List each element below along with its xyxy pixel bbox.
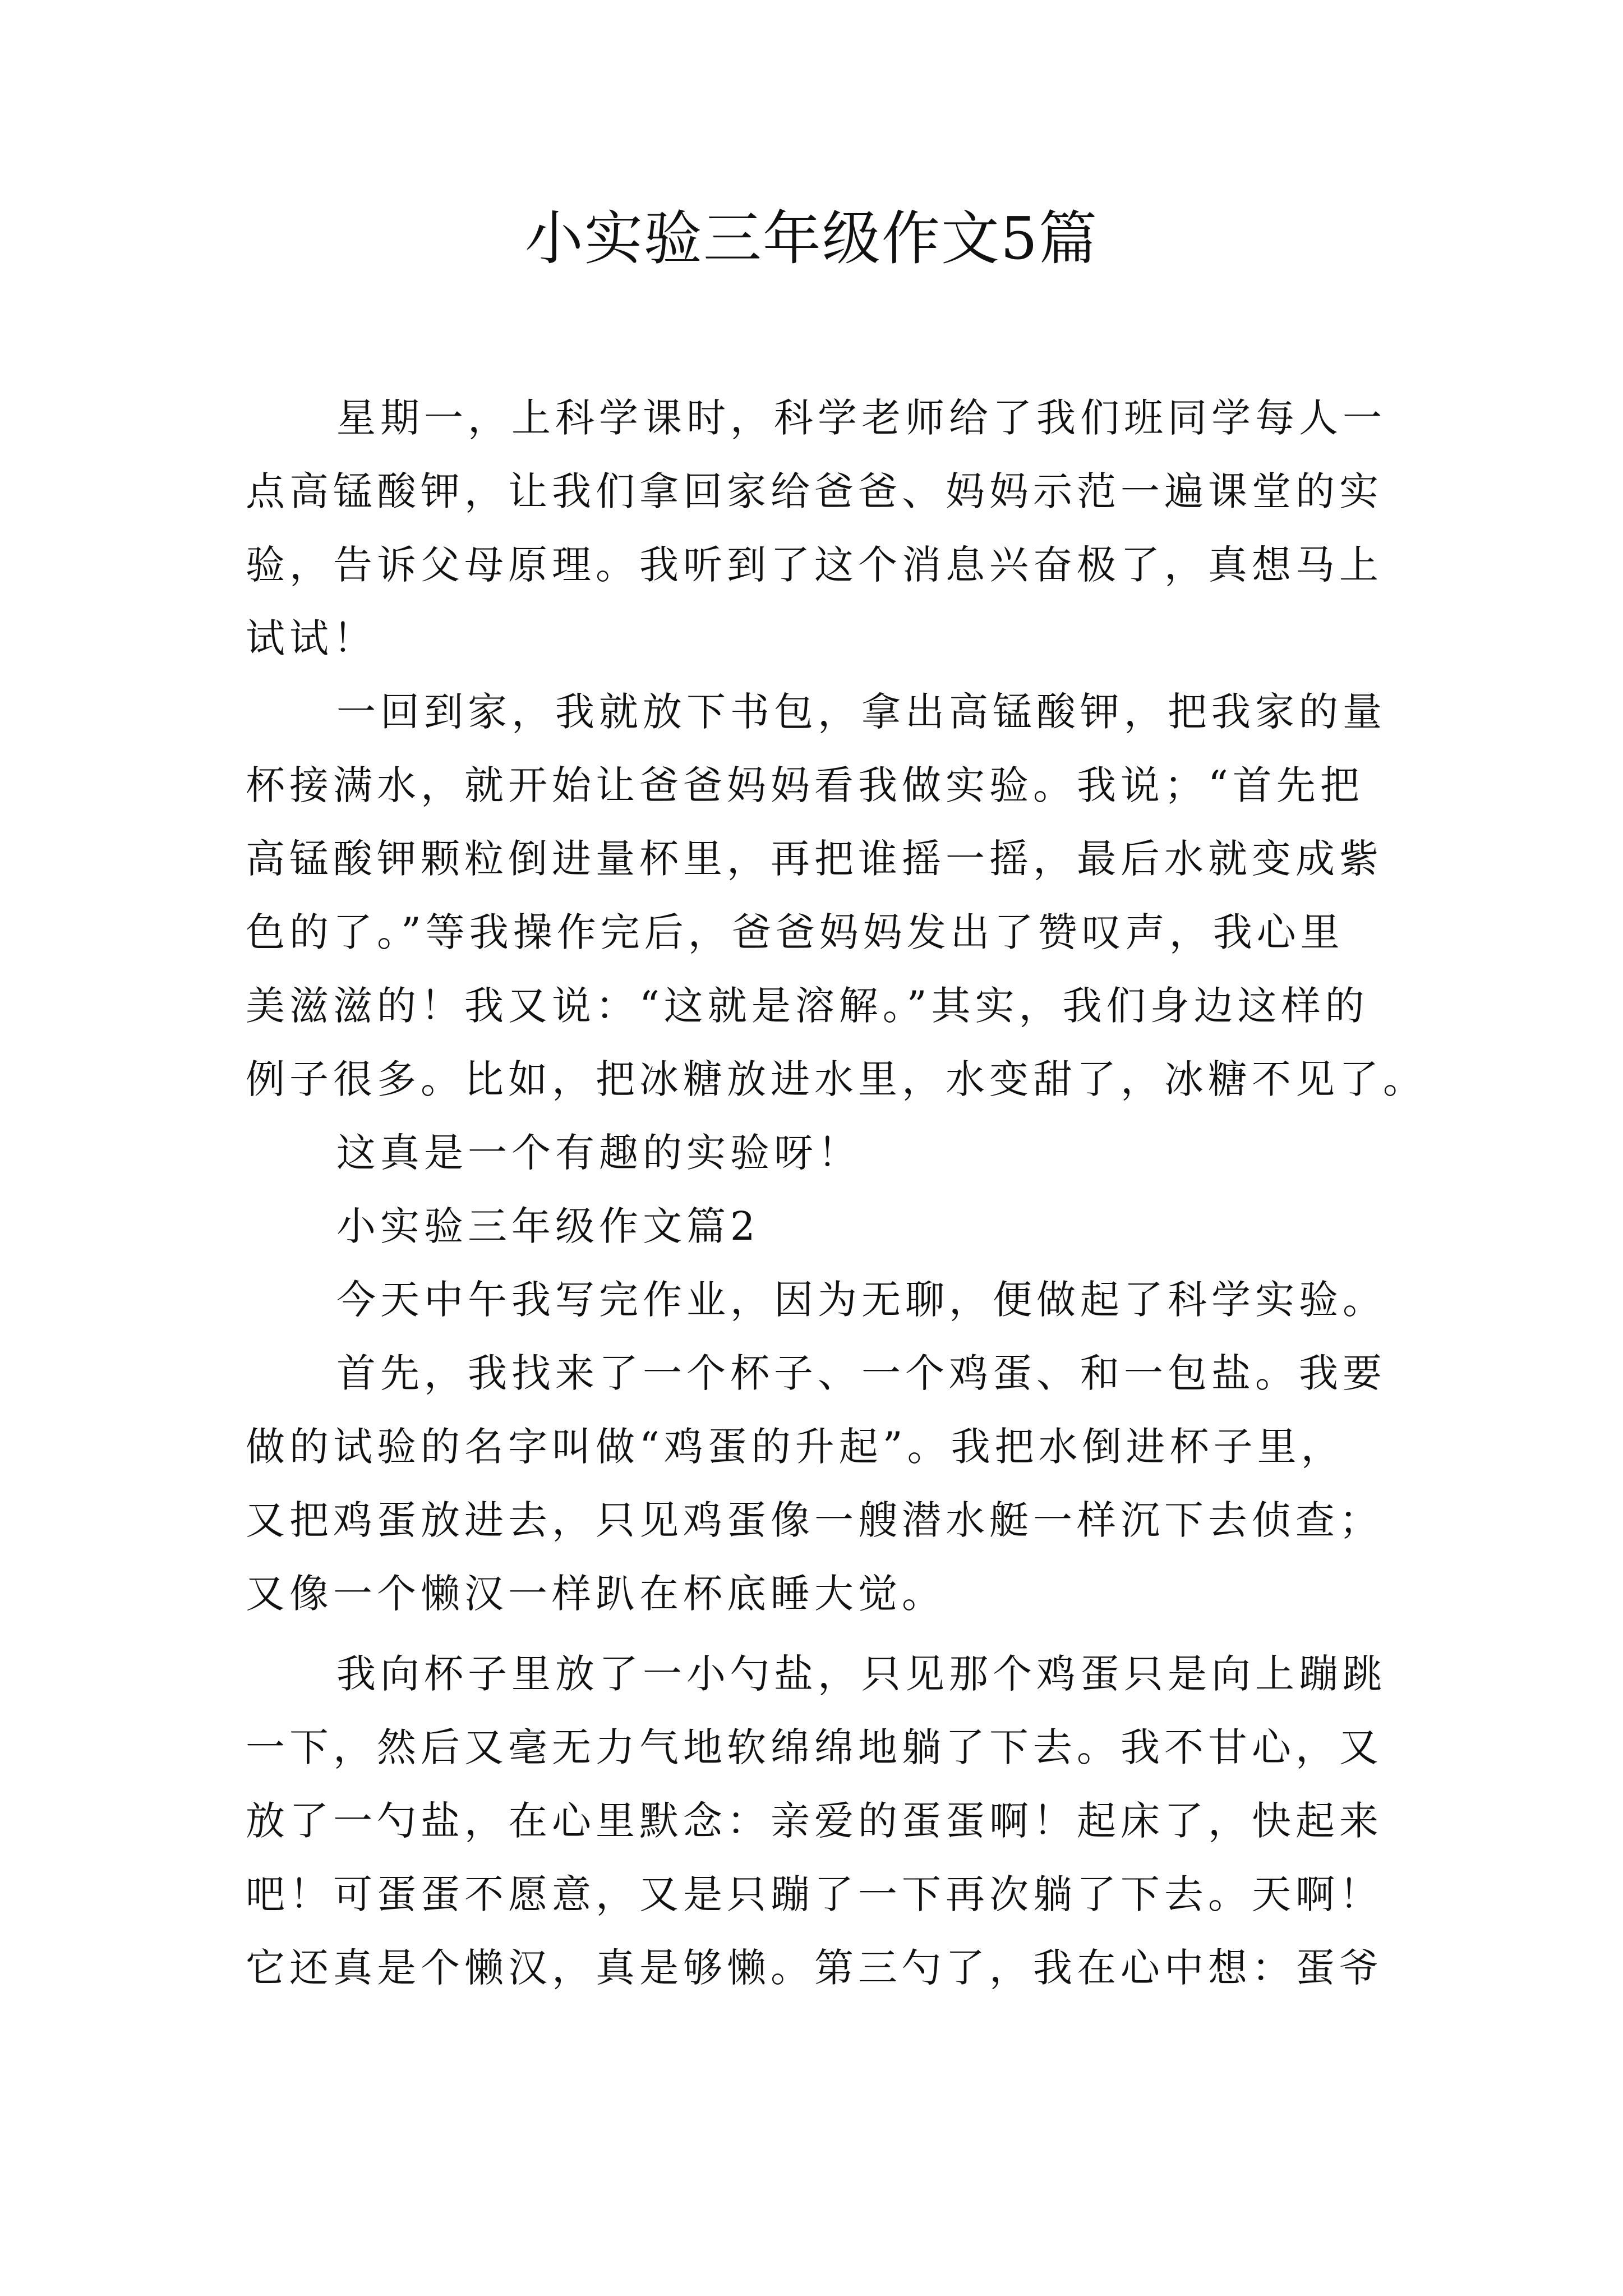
paragraph-line: 例子很多。比如，把冰糖放进水里，水变甜了，冰糖不见了。 bbox=[246, 1056, 1427, 1102]
paragraph-line: 首先，我找来了一个杯子、一个鸡蛋、和一包盐。我要 bbox=[336, 1350, 1386, 1396]
section-heading: 小实验三年级作文篇2 bbox=[336, 1203, 760, 1249]
paragraph-line: 色的了。”等我操作完后，爸爸妈妈发出了赞叹声，我心里 bbox=[246, 909, 1344, 955]
paragraph-line: 我向杯子里放了一小勺盐，只见那个鸡蛋只是向上蹦跳 bbox=[336, 1651, 1386, 1697]
paragraph-line: 这真是一个有趣的实验呀！ bbox=[336, 1130, 861, 1176]
paragraph-line: 验，告诉父母原理。我听到了这个消息兴奋极了，真想马上 bbox=[246, 542, 1383, 588]
paragraph-line: 一回到家，我就放下书包，拿出高锰酸钾，把我家的量 bbox=[336, 689, 1386, 735]
document-body bbox=[246, 381, 1427, 2005]
paragraph-line: 点高锰酸钾，让我们拿回家给爸爸、妈妈示范一遍课堂的实 bbox=[246, 468, 1383, 514]
document-title: 小实验三年级作文5篇 bbox=[524, 204, 1099, 273]
paragraph-line: 它还真是个懒汉，真是够懒。第三勺了，我在心中想：蛋爷 bbox=[246, 1945, 1383, 1991]
paragraph-line: 一下，然后又毫无力气地软绵绵地躺了下去。我不甘心，又 bbox=[246, 1724, 1383, 1770]
paragraph-line: 杯接满水，就开始让爸爸妈妈看我做实验。我说；“首先把 bbox=[246, 762, 1364, 808]
paragraph-line: 星期一，上科学课时，科学老师给了我们班同学每人一 bbox=[336, 395, 1386, 441]
paragraph-line: 今天中午我写完作业，因为无聊，便做起了科学实验。 bbox=[336, 1277, 1386, 1323]
paragraph-line: 美滋滋的！我又说：“这就是溶解。”其实，我们身边这样的 bbox=[246, 983, 1369, 1029]
paragraph-line: 高锰酸钾颗粒倒进量杯里，再把谁摇一摇，最后水就变成紫 bbox=[246, 836, 1383, 882]
paragraph-line: 吧！可蛋蛋不愿意，又是只蹦了一下再次躺了下去。天啊！ bbox=[246, 1871, 1383, 1917]
paragraph-line: 又把鸡蛋放进去，只见鸡蛋像一艘潜水艇一样沉下去侦查； bbox=[246, 1497, 1383, 1543]
paragraph-line: 又像一个懒汉一样趴在杯底睡大觉。 bbox=[246, 1571, 946, 1617]
paragraph-line: 放了一勺盐，在心里默念：亲爱的蛋蛋啊！起床了，快起来 bbox=[246, 1798, 1383, 1844]
paragraph-line: 做的试验的名字叫做“鸡蛋的升起”。我把水倒进杯子里， bbox=[246, 1424, 1345, 1470]
paragraph-line: 试试！ bbox=[246, 615, 377, 661]
